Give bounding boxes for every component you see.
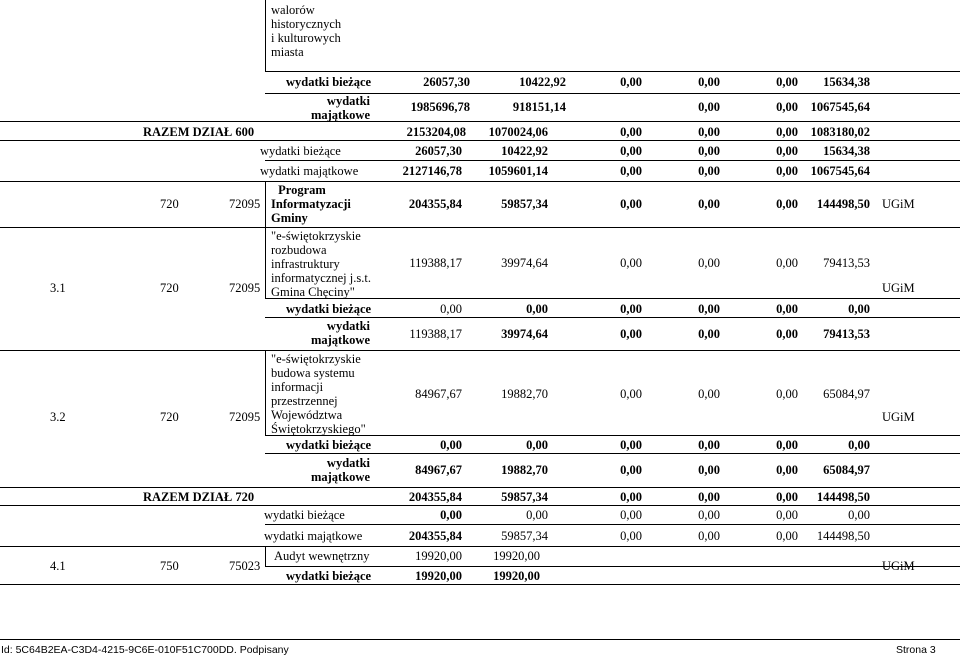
cell-value: 59857,34 [501, 197, 548, 211]
cell-value: 0,00 [440, 508, 462, 522]
cell-value: 1067545,64 [810, 100, 870, 114]
cell-value: 2153204,08 [406, 125, 466, 139]
item-number: 4.1 [50, 559, 66, 573]
cell-value: 1067545,64 [810, 164, 870, 178]
cell-value: 0,00 [776, 508, 798, 522]
cell-value: 0,00 [776, 302, 798, 316]
cell-value: 0,00 [776, 144, 798, 158]
row-label: wydatki majątkowe [310, 319, 370, 347]
cell-value: 119388,17 [409, 256, 462, 270]
cell-value: 0,00 [698, 197, 720, 211]
unit-label: UGiM [882, 410, 915, 424]
cell-value: 0,00 [776, 75, 798, 89]
task-name: Program Informatyzacji Gminy [271, 183, 351, 225]
dzial-code: 750 [160, 559, 179, 573]
cell-value: 0,00 [620, 529, 642, 543]
cell-value: 0,00 [440, 438, 462, 452]
section-total-label: RAZEM DZIAŁ 600 [143, 125, 255, 139]
row-label: wydatki majątkowe [310, 456, 370, 484]
cell-value: 0,00 [698, 100, 720, 114]
cell-value: 1985696,78 [410, 100, 470, 114]
cell-value: 0,00 [620, 438, 642, 452]
cell-value: 0,00 [776, 100, 798, 114]
cell-value: 0,00 [526, 508, 548, 522]
cell-value: 119388,17 [409, 327, 462, 341]
dzial-code: 720 [160, 197, 179, 211]
rozdzial-code: 72095 [229, 197, 261, 211]
rozdzial-code: 72095 [229, 281, 261, 295]
cell-value: 10422,92 [519, 75, 566, 89]
cell-value: 0,00 [848, 508, 870, 522]
cell-value: 19920,00 [493, 569, 540, 583]
cell-value: 204355,84 [408, 490, 462, 504]
cell-value: 0,00 [620, 387, 642, 401]
cell-value: 15634,38 [823, 144, 870, 158]
cell-value: 2127146,78 [402, 164, 462, 178]
cell-value: 39974,64 [501, 327, 548, 341]
row-label: wydatki bieżące [286, 569, 372, 583]
cell-value: 0,00 [698, 387, 720, 401]
cell-value: 26057,30 [415, 144, 462, 158]
cell-value: 26057,30 [423, 75, 470, 89]
cell-value: 0,00 [698, 463, 720, 477]
row-label: wydatki bieżące [260, 144, 341, 158]
cell-value: 19920,00 [415, 549, 462, 563]
cell-value: 59857,34 [501, 490, 548, 504]
cell-value: 0,00 [526, 302, 548, 316]
section-total-label: RAZEM DZIAŁ 720 [143, 490, 255, 504]
row-label: wydatki majątkowe [260, 164, 359, 178]
cell-value: 1059601,14 [488, 164, 548, 178]
cell-value: 918151,14 [512, 100, 566, 114]
cell-value: 0,00 [698, 438, 720, 452]
cell-value: 0,00 [698, 302, 720, 316]
unit-label: UGiM [882, 559, 915, 573]
cell-value: 79413,53 [823, 327, 870, 341]
cell-value: 65084,97 [823, 387, 870, 401]
cell-value: 0,00 [698, 75, 720, 89]
cell-value: 0,00 [698, 508, 720, 522]
cell-value: 0,00 [776, 197, 798, 211]
cell-value: 204355,84 [408, 197, 462, 211]
cell-value: 0,00 [848, 438, 870, 452]
task-name: "e-świętokrzyskie rozbudowa infrastruktury informatycznej j.s.t. Gmina Chęciny" [271, 229, 371, 299]
item-number: 3.2 [50, 410, 66, 424]
cell-value: 0,00 [776, 164, 798, 178]
cell-value: 59857,34 [501, 529, 548, 543]
rozdzial-code: 72095 [229, 410, 261, 424]
cell-value: 0,00 [620, 490, 642, 504]
cell-value: 19920,00 [493, 549, 540, 563]
cell-value: 19882,70 [501, 463, 548, 477]
document-id-footer: Id: 5C64B2EA-C3D4-4215-9C6E-010F51C700DD. Podpisany [1, 644, 289, 656]
cell-value: 0,00 [776, 490, 798, 504]
row-label: wydatki bieżące [286, 302, 372, 316]
row-label: wydatki majątkowe [264, 529, 363, 543]
cell-value: 0,00 [848, 302, 870, 316]
cell-value: 19882,70 [501, 387, 548, 401]
cell-value: 144498,50 [816, 529, 870, 543]
cell-value: 1070024,06 [488, 125, 548, 139]
item-number: 3.1 [50, 281, 66, 295]
cell-value: 0,00 [776, 529, 798, 543]
cell-value: 0,00 [620, 197, 642, 211]
cell-value: 0,00 [620, 256, 642, 270]
cell-value: 0,00 [776, 125, 798, 139]
cell-value: 0,00 [698, 256, 720, 270]
cell-value: 0,00 [698, 529, 720, 543]
cell-value: 0,00 [620, 75, 642, 89]
cell-value: 84967,67 [415, 387, 462, 401]
row-label: wydatki bieżące [286, 75, 372, 89]
cell-value: 144498,50 [816, 197, 870, 211]
cell-value: 0,00 [620, 125, 642, 139]
cell-value: 1083180,02 [810, 125, 870, 139]
cell-value: 0,00 [526, 438, 548, 452]
cell-value: 204355,84 [408, 529, 462, 543]
task-name: "e-świętokrzyskie budowa systemu informacji przestrzennej Województwa Świętokrzyskiego" [271, 352, 366, 436]
cell-value: 0,00 [620, 302, 642, 316]
dzial-code: 720 [160, 410, 179, 424]
cell-value: 0,00 [698, 164, 720, 178]
cell-value: 0,00 [620, 164, 642, 178]
cell-value: 0,00 [620, 327, 642, 341]
dzial-code: 720 [160, 281, 179, 295]
cell-value: 0,00 [698, 125, 720, 139]
project-name-continued: walorów historycznych i kulturowych miasta [271, 3, 342, 59]
cell-value: 0,00 [776, 256, 798, 270]
cell-value: 0,00 [620, 463, 642, 477]
cell-value: 84967,67 [415, 463, 462, 477]
page-number: Strona 3 [896, 644, 936, 656]
cell-value: 0,00 [440, 302, 462, 316]
cell-value: 15634,38 [823, 75, 870, 89]
cell-value: 79413,53 [823, 256, 870, 270]
cell-value: 0,00 [620, 508, 642, 522]
cell-value: 65084,97 [823, 463, 870, 477]
cell-value: 0,00 [776, 387, 798, 401]
cell-value: 19920,00 [415, 569, 462, 583]
cell-value: 0,00 [698, 144, 720, 158]
cell-value: 0,00 [776, 438, 798, 452]
row-label: wydatki majątkowe [310, 94, 370, 122]
cell-value: 39974,64 [501, 256, 548, 270]
cell-value: 0,00 [620, 144, 642, 158]
cell-value: 0,00 [698, 490, 720, 504]
cell-value: 10422,92 [501, 144, 548, 158]
cell-value: 0,00 [698, 327, 720, 341]
cell-value: 0,00 [776, 327, 798, 341]
rozdzial-code: 75023 [229, 559, 261, 573]
cell-value: 144498,50 [816, 490, 870, 504]
task-name: Audyt wewnętrzny [274, 549, 370, 563]
row-label: wydatki bieżące [286, 438, 372, 452]
unit-label: UGiM [882, 197, 915, 211]
row-label: wydatki bieżące [264, 508, 345, 522]
cell-value: 0,00 [776, 463, 798, 477]
unit-label: UGiM [882, 281, 915, 295]
